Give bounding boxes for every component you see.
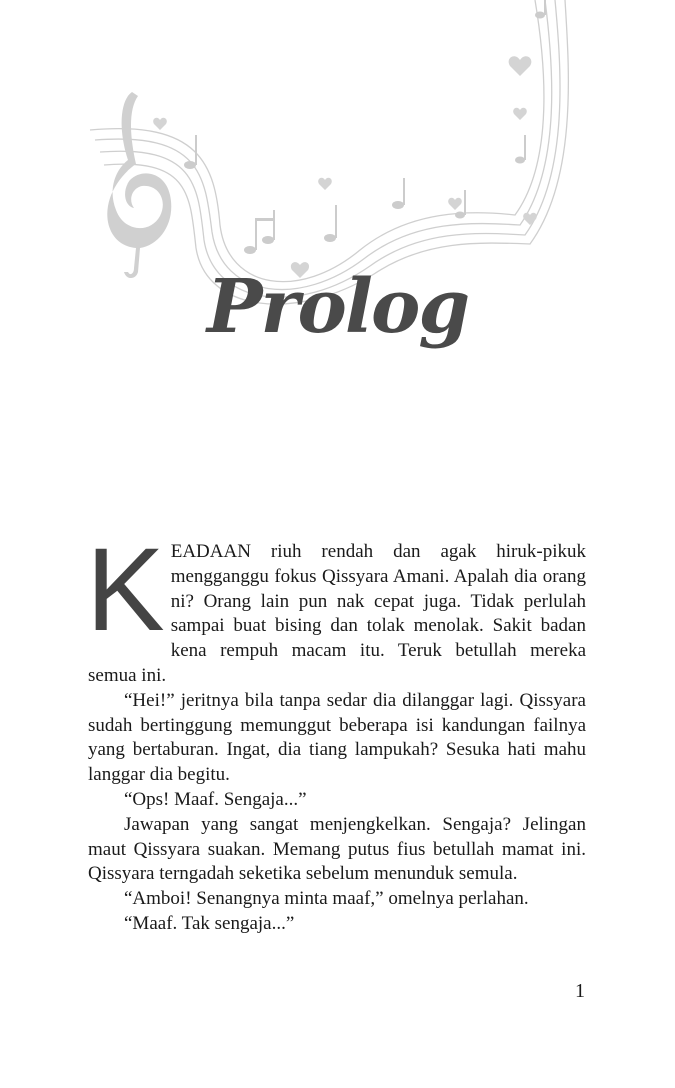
heart-icon [153,56,537,278]
music-notes-icon [184,0,546,254]
drop-cap: K [86,524,165,656]
first-paragraph-text: EADAAN riuh rendah dan agak hiruk-pikuk mengganggu fokus Qissyara Amani. Apalah dia orang ni? Orang lain pun nak cepat juga. Tidak perlulah sampai buat bising dan tolak menolak. Sakit badan kena rempuh macam itu. Teruk betullah mereka semua ini. [88,541,586,686]
first-paragraph [86,524,586,689]
chapter-title: Prolog [206,264,469,350]
chapter-body [86,524,586,937]
paragraph: Jawapan yang sangat menjengkelkan. Sengaja? Jelingan maut Qissyara suakan. Memang putus fius betullah mamat ini. Qissyara terngadah seketika sebelum menunduk semula. [88,813,586,885]
paragraph: “Hei!” jeritnya bila tanpa sedar dia dilanggar lagi. Qissyara sudah bertinggung memunggut beberapa isi kandungan failnya yang bertaburan. Ingat, dia tiang lampukah? Sesuka hati mahu langgar dia begitu. [88,689,586,786]
paragraph: “Maaf. Tak sengaja...” [124,912,295,934]
paragraph: “Ops! Maaf. Sengaja...” [124,788,307,810]
page-number: 1 [575,980,585,1002]
paragraph: “Amboi! Senangnya minta maaf,” omelnya perlahan. [124,888,529,910]
